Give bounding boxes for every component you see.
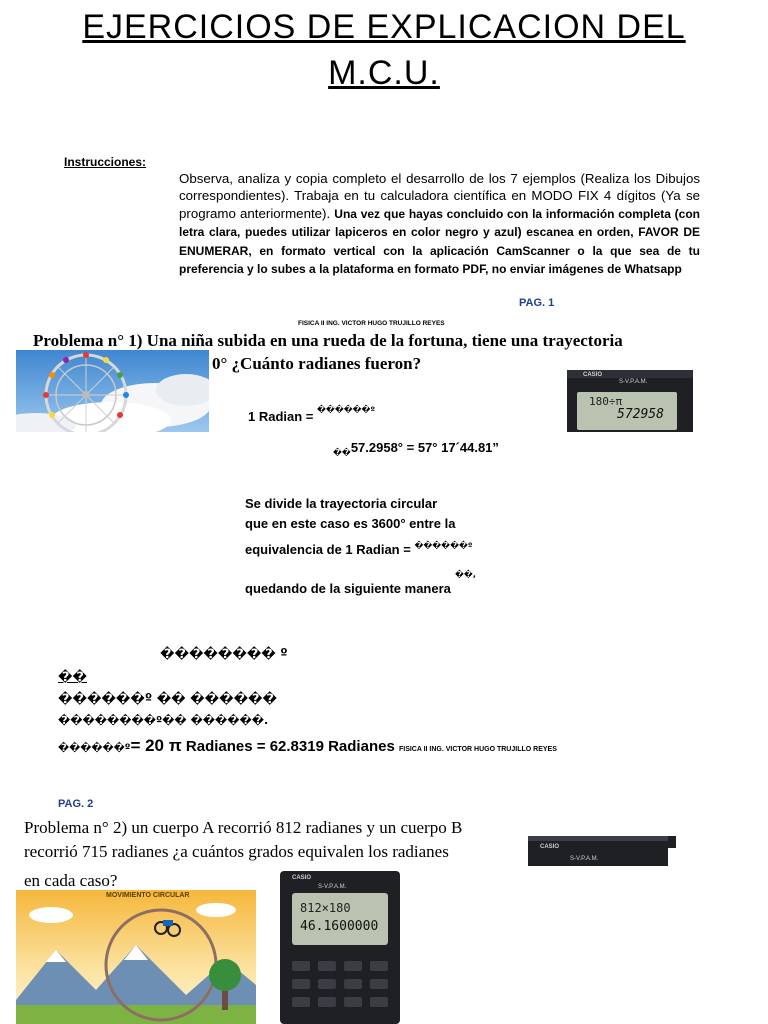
calculator-1-screen-value: 572958 — [617, 407, 664, 422]
explanation-line4: quedando de la siguiente manera — [245, 581, 451, 596]
radian-definition — [248, 405, 375, 424]
problem-2-line1: Problema n° 2) un cuerpo A recorrió 812 radianes y un cuerpo B — [24, 818, 463, 837]
calculator-2-brand: CASIO — [540, 844, 560, 850]
radian-garbled-fraction: ������º — [317, 405, 375, 414]
instructions-label: Instrucciones: — [64, 155, 147, 169]
page-label-1: PAG. 1 — [519, 297, 555, 309]
calculator-1-screen-top: 180÷π — [589, 395, 623, 408]
calculator-3-screen-top: 812×180 — [300, 901, 351, 915]
calculator-1-brand: CASIO — [583, 372, 603, 378]
instructions-text — [179, 170, 700, 278]
explanation-line3 — [245, 542, 472, 557]
problem-2-line3: en cada caso? — [24, 871, 118, 890]
ferris-wheel-image — [16, 350, 209, 432]
equation-result-main: = 20 π — [130, 736, 182, 755]
calculator-image-3 — [280, 871, 400, 1024]
circular-motion-image — [16, 890, 256, 1024]
equation-result-prefix: ������º — [58, 743, 131, 754]
calculator-3-screen-value: 46.1600000 — [300, 919, 379, 934]
calculator-image-1 — [567, 370, 693, 432]
equation-result-rest: Radianes = 62.8319 Radianes — [181, 738, 395, 755]
calculator-3-brand: CASIO — [292, 875, 312, 881]
calculator-3-model: S-V.P.A.M. — [318, 884, 347, 890]
equation-line1: �������� º — [160, 647, 288, 662]
calculator-image-2-top — [528, 836, 676, 866]
page-footer-small: FISICA II ING. VICTOR HUGO TRUJILLO REYES — [398, 746, 557, 753]
radian-label: 1 Radian = — [248, 409, 317, 424]
problem-1-line1: Problema n° 1) Una niña subida en una rueda de la fortuna, tiene una trayectoria — [33, 331, 623, 350]
document-title-line2: M.C.U. — [328, 54, 440, 92]
document-title-line1: EJERCICIOS DE EXPLICACION DEL — [82, 8, 686, 46]
page-header-small: FISICA II ING. VICTOR HUGO TRUJILLO REYES — [298, 320, 445, 327]
problem-1-line2: 0° ¿Cuánto radianes fueron? — [212, 354, 422, 373]
calculator-1-model: S-V.P.A.M. — [619, 379, 648, 385]
calculator-2-model: S-V.P.A.M. — [570, 856, 599, 862]
equation-line3: ������º �� ������ — [58, 692, 278, 707]
radian-value: 57.2958° = 57° 17´44.81” — [350, 440, 499, 455]
explanation-line3-text: equivalencia de 1 Radian = — [245, 542, 415, 557]
circular-motion-caption: MOVIMIENTO CIRCULAR — [106, 892, 190, 899]
instructions-text-part1: Observa, analiza y copia completo el desarrollo de los 7 ejemplos (Realiza los Dibujos correspondientes). Trabaja en tu calculadora científica en MODO FIX 4 dígitos (Ya se programo anteriormente). — [179, 171, 700, 221]
instructions-text-part2: Una vez que hayas concluido con la información completa (con letra clara, puedes utilizar lapiceros en color negro y azul) escanea en orden, FAVOR DE ENUMERAR, en formato vertical con la aplicación CamScanner o la que sea de tu preferencia y lo subes a la plataforma en formato PDF, no enviar imágenes de Whatsapp — [179, 206, 700, 277]
equation-result-line — [58, 736, 557, 756]
equation-line4: ��������º�� ������. — [58, 714, 269, 727]
equation-line2: �� — [58, 670, 87, 685]
explanation-garbled-fraction: ������º — [414, 541, 473, 550]
problem-2-line2: recorrió 715 radianes ¿a cuántos grados equivalen los radianes — [24, 842, 449, 861]
explanation-small-garbled: ��, — [455, 570, 476, 579]
radian-value-prefix: �� — [333, 448, 351, 457]
explanation-line1: Se divide la trayectoria circular — [245, 496, 438, 511]
page-label-2: PAG. 2 — [58, 798, 94, 810]
radian-value-line — [333, 440, 499, 455]
explanation-line2: que en este caso es 3600° entre la — [245, 516, 456, 531]
